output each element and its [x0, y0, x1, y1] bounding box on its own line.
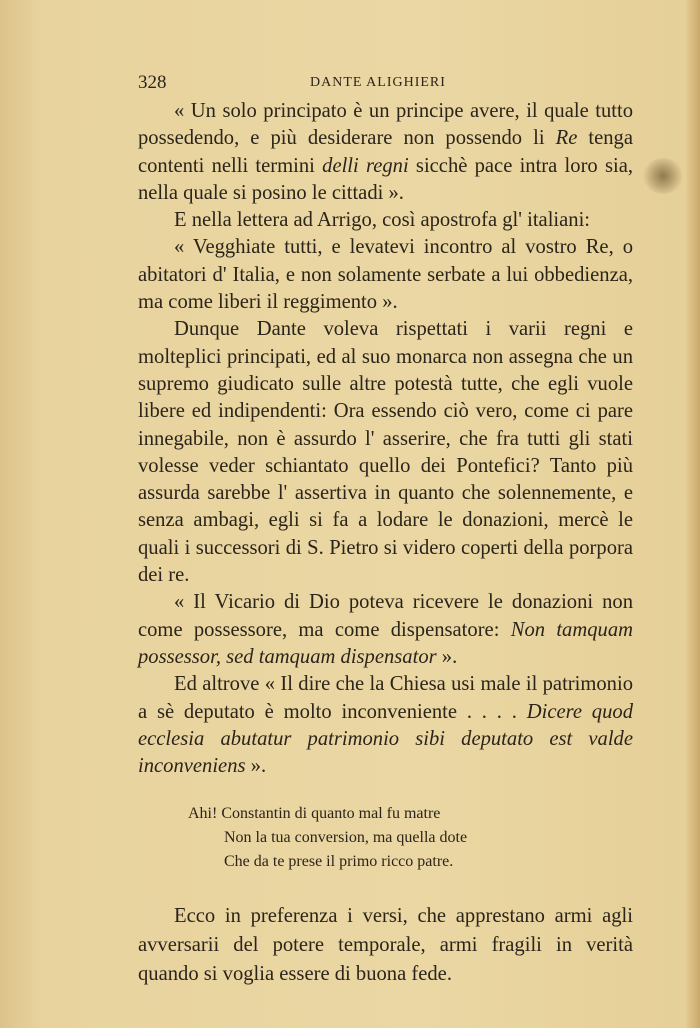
ink-smudge [643, 158, 683, 194]
body-text [138, 98, 633, 989]
paragraph-argument: Dunque Dante voleva rispettati i varii regni e molteplici principati, ed al suo monarca non assegna che un supremo giudicato sulle altre potestà tutte, che egli vuole libere ed indipendenti: Ora essendo ciò vero, come ci pare innegabile, non è assurdo l' asserire, che fra tutti gli stati volesse veder schiantato quello dei Pontefici? Tanto più assurda sarebbe l' assertiva in quanto che solennemente, e senza ambagi, egli si fa a lodare le donazioni, mercè le quali i successori di S. Pietro si videro coperti della porpora dei re. [138, 318, 633, 587]
page-number: 328 [138, 72, 167, 93]
verse-line: Ahi! Constantin di quanto mal fu matre [188, 805, 441, 823]
verse-line: Che da te prese il primo ricco patre. [224, 853, 454, 871]
verse-quotation [188, 802, 633, 874]
verse-line: Non la tua conversion, ma quella dote [224, 829, 468, 847]
paragraph-quote-letter: « Vegghiate tutti, e levatevi incontro al vostro Re, o abitatori d' Italia, e non solamente serbate a lui obbedienza, ma come liberi il reggimento ». [138, 236, 633, 314]
paragraph-quote-church: Ed altrove « Il dire che la Chiesa usi male il patrimonio a sè deputato è molto inconveniente . . . . Dicere quod ecclesia abutatur patrimonio sibi deputato est valde inconveniens ». [138, 673, 633, 778]
page-header [138, 72, 633, 98]
paragraph-quote-vicar: « Il Vicario di Dio poteva ricevere le donazioni non come possessore, ma come dispensatore: Non tamquam possessor, sed tamquam dispensator ». [138, 591, 633, 668]
paragraph-quote-monarchy: « Un solo principato è un principe avere, il quale tutto possedendo, e più desiderare non possendo li Re tenga contenti nelli termini delli regni sicchè pace intra loro sia, nella quale si posino le cittadi ». [138, 100, 633, 204]
running-title: DANTE ALIGHIERI [310, 75, 446, 90]
paragraph-letter-intro: E nella lettera ad Arrigo, così apostrofa gl' italiani: [174, 209, 591, 232]
paragraph-closing: Ecco in preferenza i versi, che apprestano armi agli avversarii del potere temporale, armi fragili in verità quando si voglia essere di buona fede. [138, 905, 633, 986]
page-edge [686, 0, 700, 1028]
